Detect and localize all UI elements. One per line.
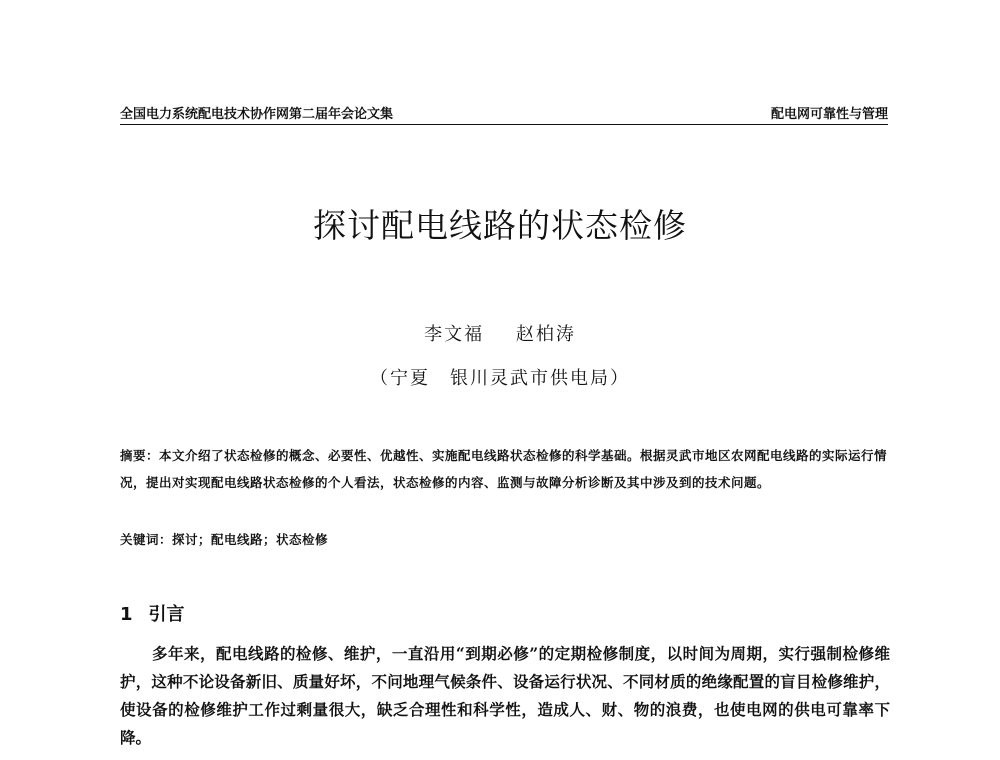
keywords-text: 探讨；配电线路；状态检修 xyxy=(172,532,329,547)
section-number: 1 xyxy=(120,604,133,625)
keywords xyxy=(120,526,890,553)
section-heading xyxy=(120,600,185,626)
abstract xyxy=(120,442,890,496)
header-proceedings-title: 全国电力系统配电技术协作网第二届年会论文集 xyxy=(120,107,394,122)
author-affiliation: （宁夏 银川灵武市供电局） xyxy=(370,368,630,389)
paper-title: 探讨配电线路的状态检修 xyxy=(313,206,687,245)
running-header xyxy=(120,102,888,125)
author-name: 赵柏涛 xyxy=(515,324,576,345)
abstract-text: 本文介绍了状态检修的概念、必要性、优越性、实施配电线路状态检修的科学基础。根据灵武市地区农网配电线路的实际运行情况，提出对实现配电线路状态检修的个人看法，状态检修的内容、监测与故障分析诊断及其中涉及到的技术问题。 xyxy=(120,448,888,490)
keywords-label: 关键词： xyxy=(120,532,173,547)
body-paragraph: 多年来，配电线路的检修、维护，一直沿用“到期必修”的定期检修制度，以时间为周期，实行强制检修维护，这种不论设备新旧、质量好坏，不问地理气候条件、设备运行状况、不同材质的绝缘配置的盲目检修维护，使设备的检修维护工作过剩量很大，缺乏合理性和科学性，造成人、财、物的浪费，也使电网的供电可靠率下降。 xyxy=(120,644,890,747)
author-list xyxy=(0,320,1000,346)
author-name: 李文福 xyxy=(424,324,485,345)
header-section-name: 配电网可靠性与管理 xyxy=(770,107,888,122)
section-title: 引言 xyxy=(148,604,185,625)
abstract-label: 摘要： xyxy=(120,448,160,463)
